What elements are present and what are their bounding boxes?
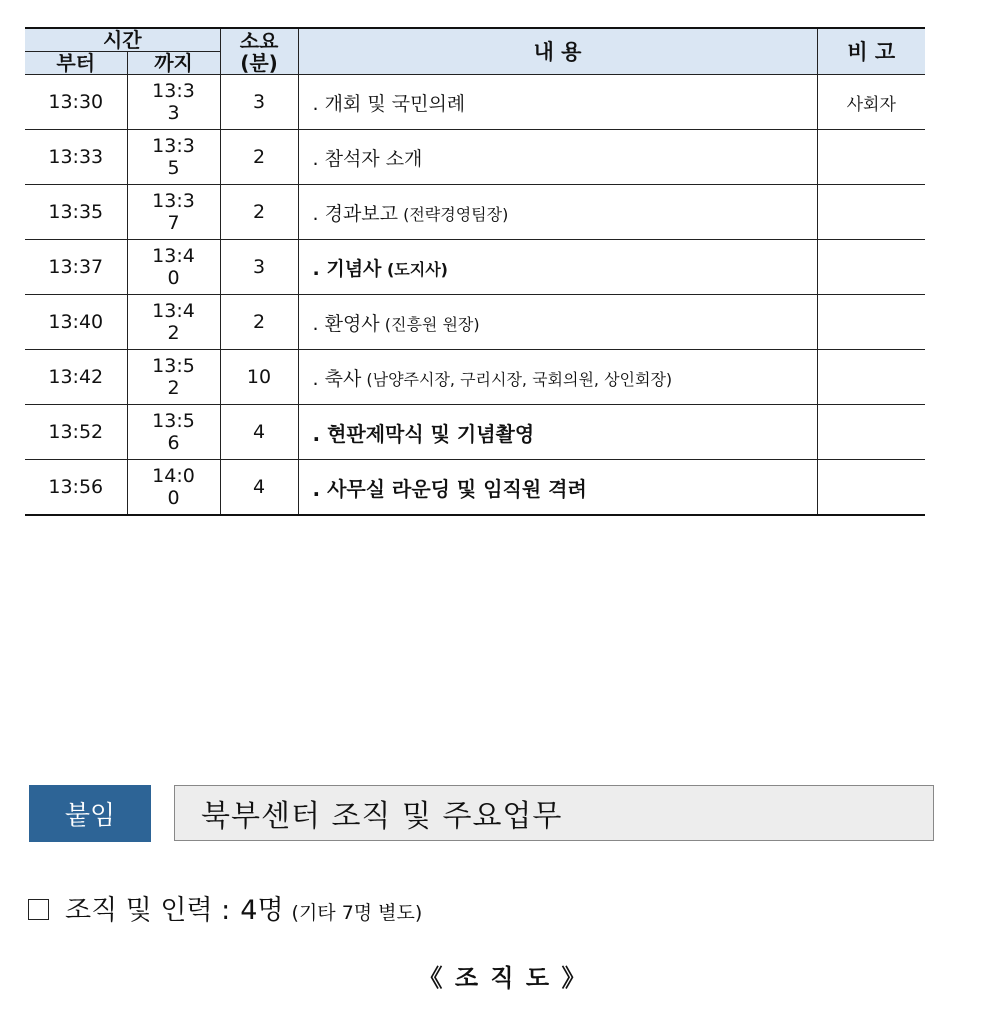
- cell-note: [817, 130, 925, 185]
- attachment-badge: 붙임: [29, 785, 151, 842]
- cell-from: 13:52: [25, 405, 127, 460]
- cell-to: 13:3 7: [127, 185, 220, 240]
- header-from: 부터: [25, 52, 127, 75]
- org-personnel-line: [28, 888, 422, 927]
- cell-content: . 경과보고 (전략경영팀장): [298, 185, 817, 240]
- section-title: 북부센터 조직 및 주요업무: [174, 785, 934, 841]
- cell-note: 사회자: [817, 75, 925, 130]
- cell-content: . 축사 (남양주시장, 구리시장, 국회의원, 상인회장): [298, 350, 817, 405]
- cell-to: 13:5 6: [127, 405, 220, 460]
- cell-duration: 4: [220, 460, 298, 516]
- schedule-table: [25, 27, 925, 516]
- cell-to: 13:3 3: [127, 75, 220, 130]
- cell-note: [817, 185, 925, 240]
- table-row: [25, 405, 925, 460]
- cell-note: [817, 405, 925, 460]
- header-time: 시간: [25, 28, 220, 52]
- cell-to: 13:5 2: [127, 350, 220, 405]
- cell-content: . 환영사 (진흥원 원장): [298, 295, 817, 350]
- cell-from: 13:33: [25, 130, 127, 185]
- header-duration-bottom: (분): [240, 50, 278, 75]
- cell-duration: 2: [220, 185, 298, 240]
- cell-duration: 3: [220, 75, 298, 130]
- cell-from: 13:35: [25, 185, 127, 240]
- cell-duration: 2: [220, 130, 298, 185]
- header-note: 비 고: [817, 28, 925, 75]
- cell-to: 13:4 2: [127, 295, 220, 350]
- org-chart-title: 《 조 직 도 》: [418, 964, 588, 992]
- org-extra: (기타 7명 별도): [291, 902, 423, 924]
- cell-note: [817, 350, 925, 405]
- org-label: 조직 및 인력 :: [65, 895, 231, 926]
- checkbox-square-icon: [28, 899, 49, 920]
- cell-note: [817, 460, 925, 516]
- cell-content: . 개회 및 국민의례: [298, 75, 817, 130]
- cell-to: 13:4 0: [127, 240, 220, 295]
- table-row: [25, 75, 925, 130]
- cell-duration: 2: [220, 295, 298, 350]
- header-to: 까지: [127, 52, 220, 75]
- cell-content: . 현판제막식 및 기념촬영: [298, 405, 817, 460]
- cell-from: 13:40: [25, 295, 127, 350]
- cell-note: [817, 240, 925, 295]
- table-row: [25, 185, 925, 240]
- cell-duration: 10: [220, 350, 298, 405]
- cell-from: 13:37: [25, 240, 127, 295]
- cell-content: . 사무실 라운딩 및 임직원 격려: [298, 460, 817, 516]
- cell-from: 13:30: [25, 75, 127, 130]
- header-duration-top: 소요: [239, 28, 279, 53]
- cell-from: 13:42: [25, 350, 127, 405]
- table-row: [25, 350, 925, 405]
- org-count: 4명: [240, 895, 284, 926]
- cell-content: . 참석자 소개: [298, 130, 817, 185]
- cell-note: [817, 295, 925, 350]
- table-row: [25, 240, 925, 295]
- cell-to: 14:0 0: [127, 460, 220, 516]
- table-row: [25, 295, 925, 350]
- cell-from: 13:56: [25, 460, 127, 516]
- header-duration: [220, 28, 298, 75]
- cell-to: 13:3 5: [127, 130, 220, 185]
- cell-duration: 4: [220, 405, 298, 460]
- header-content: 내 용: [298, 28, 817, 75]
- cell-content: . 기념사 (도지사): [298, 240, 817, 295]
- table-row: [25, 460, 925, 516]
- cell-duration: 3: [220, 240, 298, 295]
- table-row: [25, 130, 925, 185]
